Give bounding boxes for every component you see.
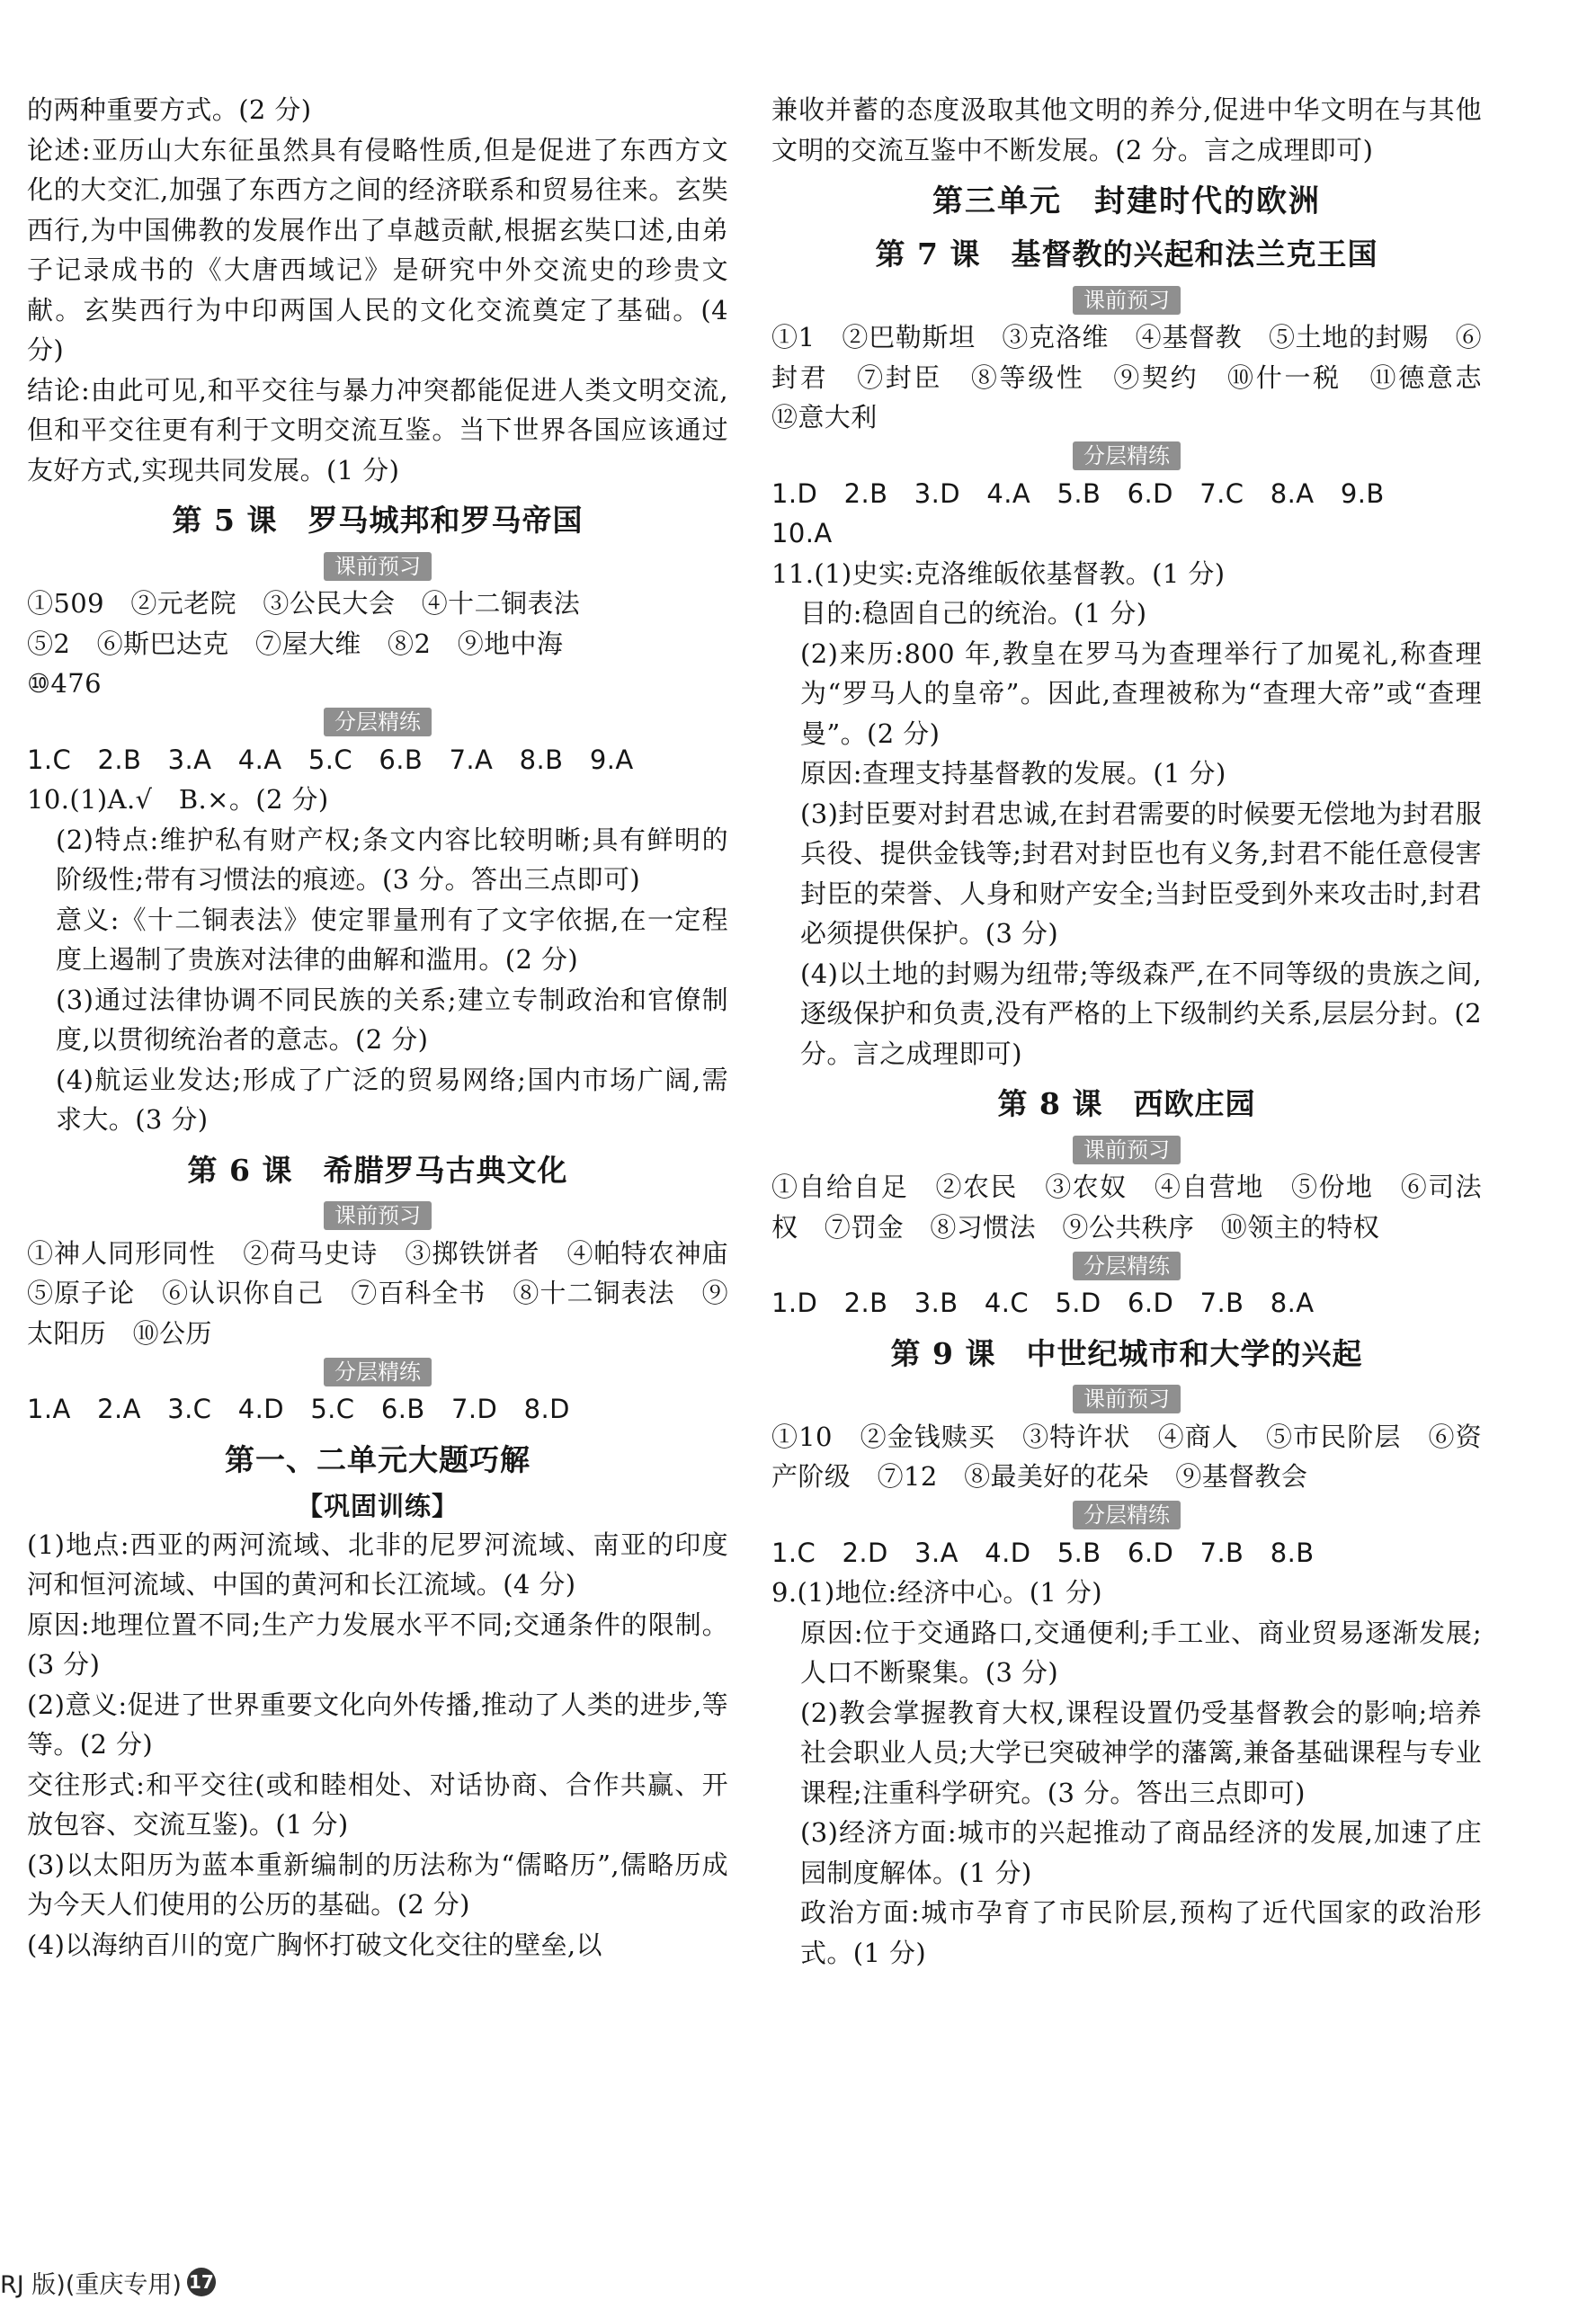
answer-text: 政治方面:城市孕育了市民阶层,预构了近代国家的政治形式。(1 分) (800, 1897, 1482, 1968)
answer-text: (3)以太阳历为蓝本重新编制的历法称为“儒略历”,儒略历成为今天人们使用的公历的基础。(2 分) (27, 1849, 728, 1920)
preview-answers: ①神人同形同性 ②荷马史诗 ③掷铁饼者 ④帕特农神庙 ⑤原子论 ⑥认识你自己 ⑦百科全书 ⑧十二铜表法 ⑨太阳历 ⑩公历 (27, 1237, 755, 1349)
unit-review-title: 第一、二单元大题巧解 (225, 1441, 531, 1477)
answer-text: (2)特点:维护私有财产权;条文内容比较明晰;具有鲜明的阶级性;带有习惯法的痕迹。(3 分。答出三点即可) (56, 824, 728, 895)
answer-text: (3)通过法律协调不同民族的关系;建立专制政治和官僚制度,以贯彻统治者的意志。(2 分) (56, 984, 728, 1055)
tag-row (27, 1198, 728, 1234)
page-number-badge: 17 (187, 2268, 216, 2296)
choice-answers: 1.D 2.B 3.B 4.C 5.D 6.D 7.B 8.A (771, 1288, 1315, 1318)
answer-text: (2)教会掌握教育大权,课程设置仍受基督教会的影响;培养社会职业人员;大学已突破神学的藩篱,兼备基础课程与专业课程;注重科学研究。(3 分。答出三点即可) (800, 1697, 1482, 1808)
answer-text: 交往形式:和平交往(或和睦相处、对话协商、合作共赢、开放包容、交流互鉴)。(1 分) (27, 1769, 728, 1840)
answer-text: 结论:由此可见,和平交往与暴力冲突都能促进人类文明交流,但和平交往更有利于文明交流互鉴。当下世界各国应该通过友好方式,实现共同发展。(1 分) (27, 374, 728, 486)
answer-text: (3)经济方面:城市的兴起推动了商品经济的发展,加速了庄园制度解体。(1 分) (800, 1817, 1482, 1888)
answer-text: 9.(1)地位:经济中心。(1 分) (771, 1577, 1103, 1608)
preview-answers: ①自给自足 ②农民 ③农奴 ④自营地 ⑤份地 ⑥司法权 ⑦罚金 ⑧习惯法 ⑨公共秩序 ⑩领主的特权 (771, 1172, 1482, 1243)
answer-text: (1)地点:西亚的两河流域、北非的尼罗河流域、南亚的印度河和恒河流域、中国的黄河和长江流域。(4 分) (27, 1529, 728, 1600)
choice-answers: 1.D 2.B 3.D 4.A 5.B 6.D 7.C 8.A 9.B (771, 477, 1385, 509)
tag-row (771, 438, 1482, 474)
answer-text: (4)航运业发达;形成了广泛的贸易网络;国内市场广阔,需求大。(3 分) (56, 1064, 728, 1135)
right-column (771, 90, 1509, 1973)
lesson-6-title: 第 6 课 希腊罗马古典文化 (187, 1152, 568, 1188)
tag-row (771, 1497, 1482, 1533)
consolidate-heading: 【巩固训练】 (296, 1490, 459, 1521)
answer-text: 原因:查理支持基督教的发展。(1 分) (800, 758, 1226, 789)
answer-text: (2)意义:促进了世界重要文化向外传播,推动了人类的进步,等等。(2 分) (27, 1689, 728, 1760)
practice-tag: 分层精练 (324, 708, 432, 736)
tag-row (771, 1247, 1482, 1283)
practice-tag: 分层精练 (324, 1358, 432, 1386)
lesson-5-title: 第 5 课 罗马城邦和罗马帝国 (172, 503, 584, 538)
answer-text: 兼收并蓄的态度汲取其他文明的养分,促进中华文明在与其他文明的交流互鉴中不断发展。(2 分。言之成理即可) (771, 94, 1482, 165)
answer-text: 11.(1)史实:克洛维皈依基督教。(1 分) (771, 557, 1226, 589)
answer-text: 意义:《十二铜表法》使定罪量刑有了文字依据,在一定程度上遏制了贵族对法律的曲解和滥用。(2 分) (56, 904, 728, 975)
left-column (27, 90, 755, 1965)
preview-tag: 课前预习 (324, 552, 432, 581)
page-footer (0, 2266, 216, 2298)
lesson-8-title: 第 8 课 西欧庄园 (997, 1086, 1256, 1121)
preview-answers: ⑩476 (27, 668, 102, 699)
preview-answers: ①10 ②金钱赎买 ③特许状 ④商人 ⑤市民阶层 ⑥资产阶级 ⑦12 ⑧最美好的花朵 ⑨基督教会 (771, 1421, 1482, 1492)
tag-row (27, 548, 728, 584)
answer-text: 目的:稳固自己的统治。(1 分) (800, 598, 1147, 628)
answer-text: (4)以海纳百川的宽广胸怀打破文化交往的壁垒,以 (27, 1929, 602, 1960)
practice-tag: 分层精练 (1073, 1501, 1181, 1529)
tag-row (27, 704, 728, 740)
unit-3-title: 第三单元 封建时代的欧洲 (932, 183, 1321, 219)
lesson-7-title: 第 7 课 基督教的兴起和法兰克王国 (875, 236, 1378, 272)
answer-text: 原因:地理位置不同;生产力发展水平不同;交通条件的限制。(3 分) (27, 1609, 728, 1680)
tag-row (771, 281, 1482, 317)
answer-text: 论述:亚历山大东征虽然具有侵略性质,但是促进了东西方文化的大交汇,加强了东西方之间的经济联系和贸易往来。玄奘西行,为中国佛教的发展作出了卓越贡献,根据玄奘口述,由弟子记录成书的《大唐西域记》是研究中外交流史的珍贵文献。玄奘西行为中印两国人民的文化交流奠定了基础。(4 分) (27, 134, 728, 365)
answer-text: (4)以土地的封赐为纽带;等级森严,在不同等级的贵族之间,逐级保护和负责,没有严格的上下级制约关系,层层分封。(2 分。言之成理即可) (800, 958, 1482, 1069)
practice-tag: 分层精练 (1073, 441, 1181, 470)
answer-text: (3)封臣要对封君忠诚,在封君需要的时候要无偿地为封君服兵役、提供金钱等;封君对封臣也有义务,封君不能任意侵害封臣的荣誉、人身和财产安全;当封臣受到外来攻击时,封君必须提供保护。(3 分) (800, 798, 1482, 949)
answer-text: 原因:位于交通路口,交通便利;手工业、商业贸易逐渐发展;人口不断聚集。(3 分) (800, 1617, 1482, 1688)
choice-answers: 1.A 2.A 3.C 4.D 5.C 6.B 7.D 8.D (27, 1394, 570, 1424)
tag-row (771, 1131, 1482, 1167)
answer-text: (2)来历:800 年,教皇在罗马为查理举行了加冕礼,称查理为“罗马人的皇帝”。因此,查理被称为“查理大帝”或“查理曼”。(2 分) (800, 637, 1482, 749)
preview-tag: 课前预习 (1073, 1385, 1181, 1413)
preview-answers: ①1 ②巴勒斯坦 ③克洛维 ④基督教 ⑤土地的封赐 ⑥封君 ⑦封臣 ⑧等级性 ⑨契约 ⑩什一税 ⑪德意志 ⑫意大利 (771, 322, 1509, 432)
preview-tag: 课前预习 (1073, 1136, 1181, 1164)
tag-row (27, 1353, 728, 1389)
practice-tag: 分层精练 (1073, 1252, 1181, 1280)
choice-answers: 1.C 2.D 3.A 4.D 5.B 6.D 7.B 8.B (771, 1537, 1315, 1568)
answer-text: 10.(1)A.√ B.×。(2 分) (27, 784, 329, 815)
edition-label: RJ 版)(重庆专用) (0, 2270, 182, 2299)
choice-answers: 1.C 2.B 3.A 4.A 5.C 6.B 7.A 8.B 9.A (27, 744, 634, 775)
preview-answers: ①509 ②元老院 ③公民大会 ④十二铜表法 (27, 588, 581, 619)
preview-tag: 课前预习 (324, 1201, 432, 1230)
preview-answers: ⑤2 ⑥斯巴达克 ⑦屋大维 ⑧2 ⑨地中海 (27, 628, 564, 659)
answer-text: 的两种重要方式。(2 分) (27, 94, 312, 125)
choice-answers: 10.A (771, 518, 833, 548)
preview-tag: 课前预习 (1073, 286, 1181, 315)
lesson-9-title: 第 9 课 中世纪城市和大学的兴起 (890, 1335, 1363, 1371)
tag-row (771, 1381, 1482, 1417)
